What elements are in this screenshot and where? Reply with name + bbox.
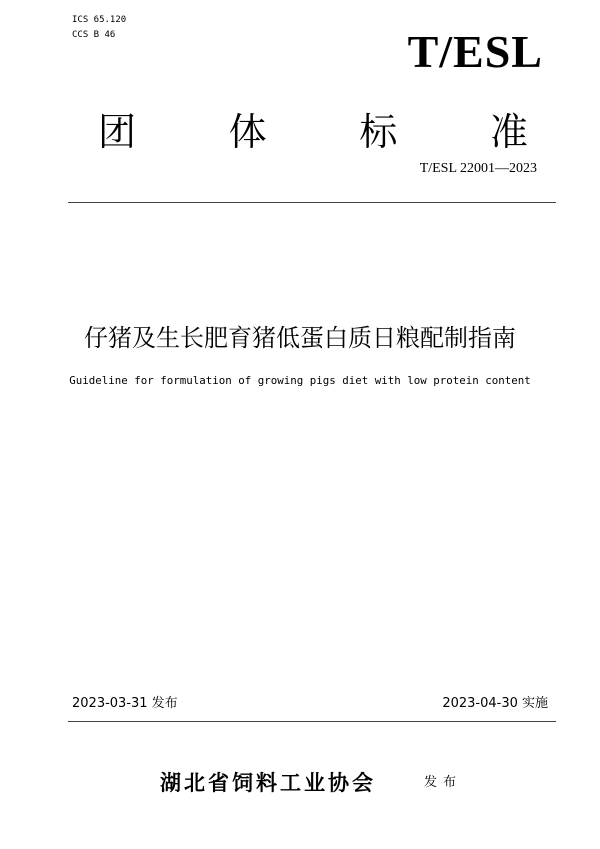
standard-type-char: 标 [359,110,398,154]
top-divider [68,202,556,203]
ics-code: ICS 65.120 [72,15,127,25]
standard-type-char: 团 [98,110,137,154]
document-title-chinese: 仔猪及生长肥育猪低蛋白质日粮配制指南 [84,324,516,352]
issue-date: 2023-03-31 发布 [72,696,178,711]
standard-logo: T/ESL [407,26,543,77]
standard-type-heading [98,108,528,156]
issuing-organization: 湖北省饲料工业协会 [160,771,376,795]
document-title-english: Guideline for formulation of growing pigs diet with low protein content [69,374,531,387]
publish-label: 发布 [424,775,463,790]
implementation-date: 2023-04-30 实施 [442,696,548,711]
standard-type-char: 准 [489,110,528,154]
standard-type-char: 体 [228,110,267,154]
ccs-code: CCS B 46 [72,30,116,40]
bottom-divider [68,721,556,722]
standard-number: T/ESL 22001—2023 [419,161,537,176]
